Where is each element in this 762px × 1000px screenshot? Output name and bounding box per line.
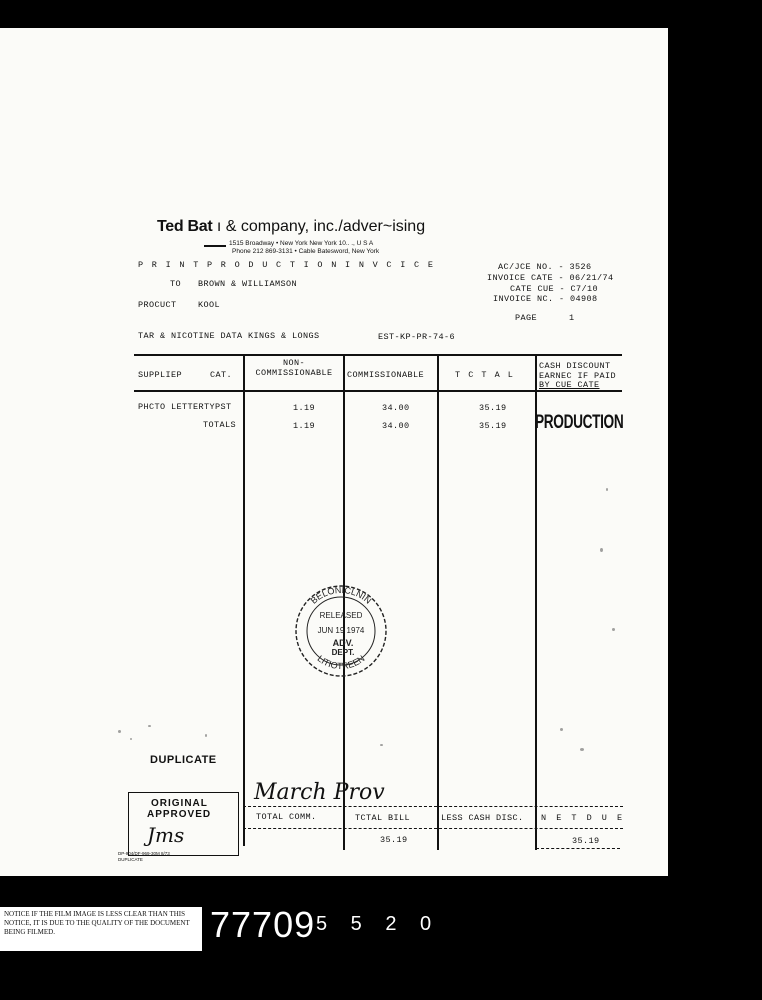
- company-name-rest: ı & company, inc./adver~ising: [216, 218, 426, 235]
- page-number: 1: [569, 313, 575, 323]
- table-top-rule: [134, 354, 622, 356]
- invoice-date: INVOICE CATE - 06/21/74: [487, 273, 614, 283]
- header-total: T C T A L: [455, 370, 515, 380]
- estimate-number: EST-KP-PR-74-6: [378, 332, 456, 342]
- job-description: TAR & NICOTINE DATA KINGS & LONGS: [138, 331, 320, 341]
- scan-speck: [148, 725, 151, 727]
- stamp-adv: ADV.: [332, 638, 354, 648]
- footer-less-cash: LESS CASH DISC.: [441, 813, 524, 823]
- to-label: TO: [170, 279, 182, 289]
- row2-comm: 34.00: [382, 421, 410, 431]
- film-number: 77709: [210, 904, 316, 945]
- date-due: CATE CUE - C7/10: [510, 284, 599, 294]
- net-due-value: 35.19: [572, 836, 600, 846]
- approved-box: [128, 792, 239, 856]
- film-frame-suffix: 5 5 2 0: [316, 913, 441, 935]
- scan-speck: [606, 488, 608, 491]
- stamp-ring-bottom: LITIOTREEN: [315, 653, 367, 672]
- stamp-date: JUN 19 1974: [317, 626, 365, 635]
- scan-speck: [205, 734, 207, 737]
- column-divider-1: [243, 354, 245, 846]
- letterhead-company: [157, 218, 425, 236]
- footer-total-comm: TOTAL COMM.: [256, 812, 317, 822]
- scan-top-border: [0, 0, 762, 30]
- footer-net-due: N E T D U E: [541, 813, 625, 823]
- stamp-released: RELEASED: [319, 611, 363, 620]
- document-title: P R I N T P R O D U C T I O N I N V C I C E: [138, 260, 435, 270]
- row1-total: 35.19: [479, 403, 507, 413]
- to-value: BROWN & WILLIAMSON: [198, 279, 298, 289]
- company-name-bold: Ted Bat: [157, 218, 213, 235]
- approved-label: APPROVED: [147, 809, 212, 820]
- row1-comm: 34.00: [382, 403, 410, 413]
- row2-total: 35.19: [479, 421, 507, 431]
- form-copy-label: DUPLICATE: [118, 857, 143, 862]
- handwritten-signature: March Prov: [254, 780, 385, 805]
- row1-supplier: PHCTO LETTER: [138, 402, 205, 412]
- released-stamp: [293, 583, 389, 679]
- product-label: PROCUCT: [138, 300, 177, 310]
- letterhead-address: 1515 Broadway • New York New York 10.. ., U S A: [229, 240, 374, 247]
- film-quality-notice: NOTICE IF THE FILM IMAGE IS LESS CLEAR THAN THIS NOTICE, IT IS DUE TO THE QUALITY OF THE DOCUMENT BEING FILMED.: [0, 907, 202, 951]
- duplicate-label: DUPLICATE: [150, 754, 217, 766]
- header-disc-line2: EARNEC IF PAID: [539, 370, 617, 381]
- header-supplier: SUPPLIEP: [138, 370, 183, 380]
- scan-speck: [130, 738, 132, 740]
- scan-speck: [612, 628, 615, 631]
- letterhead-rule: [204, 245, 226, 247]
- scan-speck: [380, 744, 383, 746]
- header-noncomm-line1: NON-: [282, 358, 305, 368]
- letterhead-phone: Phone 212 869-3131 • Cable Batesword, New York: [232, 248, 380, 255]
- header-commissionable: COMMISSIONABLE: [347, 370, 425, 380]
- scan-speck: [560, 728, 563, 731]
- footer-total-bill: TCTAL BILL: [355, 813, 411, 823]
- header-cat: CAT.: [210, 370, 233, 380]
- stamp-dept: DEPT.: [331, 648, 355, 657]
- page-label: PAGE: [515, 313, 538, 323]
- invoice-number: INVOICE NC. - 04908: [493, 294, 598, 304]
- header-disc-line3: BY CUE CATE: [539, 380, 600, 390]
- stamp-ring-top: BELONICLNIN: [308, 584, 374, 606]
- row2-cat: TOTALS: [203, 420, 237, 430]
- row2-noncomm: 1.19: [293, 421, 316, 431]
- form-code: DP-904/DF-969-30M 8/73: [118, 851, 170, 856]
- header-noncommissionable: [246, 358, 342, 378]
- scan-speck: [600, 548, 603, 552]
- row1-noncomm: 1.19: [293, 403, 316, 413]
- ac-job-number: AC/JCE NO. - 3526: [498, 262, 592, 272]
- column-divider-3: [437, 354, 439, 850]
- approval-initials: Jms: [147, 823, 185, 847]
- header-disc-line1: CASH DISCOUNT: [539, 361, 611, 371]
- footer-top-rule: [243, 806, 623, 807]
- product-value: KOOL: [198, 300, 221, 310]
- scan-speck: [118, 730, 121, 733]
- footer-mid-rule: [243, 828, 623, 829]
- total-bill-value: 35.19: [380, 835, 408, 845]
- header-noncomm-line2: COMMISSIONABLE: [255, 368, 333, 378]
- row1-cat: TYPST: [204, 402, 232, 412]
- scan-speck: [580, 748, 584, 751]
- production-stamp: PRODUCTION: [535, 412, 624, 433]
- net-due-underline: [536, 848, 620, 849]
- invoice-page: [0, 28, 668, 876]
- original-label: ORIGINAL: [151, 798, 208, 809]
- header-cash-discount: [539, 362, 616, 391]
